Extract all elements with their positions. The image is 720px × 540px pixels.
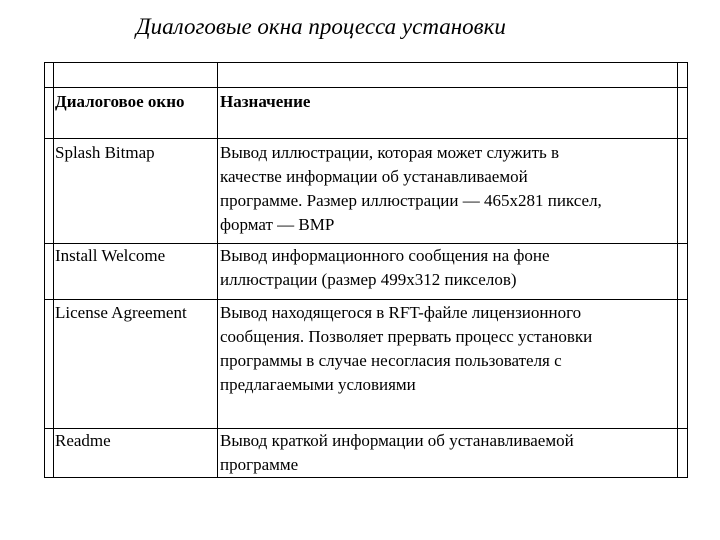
description-line: программы в случае несогласия пользователя с	[220, 351, 562, 370]
page-title: Диалоговые окна процесса установки	[136, 14, 506, 39]
grid-line	[45, 138, 687, 139]
description-line: Вывод находящегося в RFT-файле лицензионного	[220, 303, 582, 322]
dialog-description	[220, 301, 592, 397]
description-line: формат — BMP	[220, 215, 335, 234]
description-line: сообщения. Позволяет прервать процесс установки	[220, 327, 593, 346]
grid-line	[45, 299, 687, 300]
grid-line	[45, 87, 687, 88]
description-line: предлагаемыми условиями	[220, 375, 416, 394]
description-line: Вывод иллюстрации, которая может служить в	[220, 143, 560, 162]
dialog-name: License Agreement	[55, 303, 187, 322]
description-line: иллюстрации (размер 499х312 пикселов)	[220, 270, 517, 289]
dialog-description	[220, 244, 550, 292]
dialog-name: Install Welcome	[55, 246, 166, 265]
description-line: программе	[220, 455, 299, 474]
dialog-description	[220, 429, 574, 477]
grid-line	[677, 63, 678, 477]
dialog-description	[220, 141, 602, 237]
grid-line	[53, 63, 54, 477]
column-header-dialog: Диалоговое окно	[55, 92, 185, 111]
description-line: Вывод краткой информации об устанавливаемой	[220, 431, 574, 450]
grid-line	[217, 63, 218, 477]
dialog-name: Readme	[55, 431, 111, 450]
description-line: Вывод информационного сообщения на фоне	[220, 246, 550, 265]
description-line: программе. Размер иллюстрации — 465х281 пиксел,	[220, 191, 602, 210]
column-header-purpose: Назначение	[220, 92, 311, 111]
dialogs-table	[44, 62, 688, 478]
description-line: качестве информации об устанавливаемой	[220, 167, 528, 186]
dialog-name: Splash Bitmap	[55, 143, 155, 162]
